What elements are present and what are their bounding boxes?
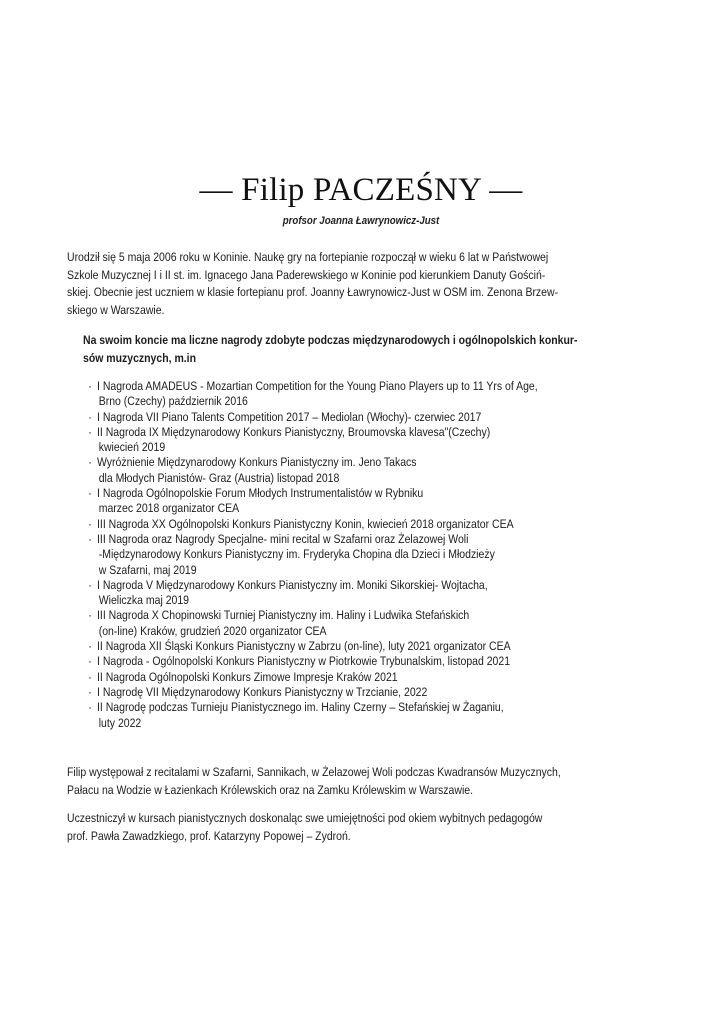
intro-line: Szkole Muzycznej I i II st. im. Ignacego Jana Paderewskiego w Koninie pod kierunkiem Danuty Gościń- [67,267,546,282]
award-line: luty 2022 [98,715,142,730]
award-line: II Nagroda IX Międzynarodowy Konkurs Pianistyczny, Broumovska klavesa"(Czechy) [97,424,491,439]
award-item [88,425,648,456]
award-line: Brno (Czechy) październik 2016 [98,394,248,409]
award-line: kwiecień 2019 [98,440,166,455]
page-subtitle: profsor Joanna Ławrynowicz-Just [282,215,440,227]
award-item [88,654,648,669]
award-item [88,455,648,486]
award-line: I Nagroda Ogólnopolskie Forum Młodych Instrumentalistów w Rybniku [97,486,424,501]
bullet-icon: · [88,684,93,699]
bullet-icon: · [88,639,93,654]
award-line: I Nagrodę VII Międzynarodowy Konkurs Pianistyczny w Trzcianie, 2022 [97,684,428,699]
award-item [88,700,648,731]
award-line: Wieliczka maj 2019 [98,593,190,608]
bullet-icon: · [88,409,93,424]
award-line: II Nagroda Ogólnopolski Konkurs Zimowe Impresje Kraków 2021 [97,669,398,684]
award-item [88,608,648,639]
paragraph-line: Pałacu na Wodzie w Łazienkach Królewskich oraz na Zamku Królewskim w Warszawie. [67,782,474,797]
bullet-icon: · [88,577,93,592]
award-item [88,379,648,410]
award-line: III Nagroda XX Ogólnopolski Konkurs Pianistyczny Konin, kwiecień 2018 organizator CEA [97,516,514,531]
award-line: III Nagroda oraz Nagrody Specjalne- mini recital w Szafarni oraz Żelazowej Woli [97,531,469,546]
awards-heading [83,332,663,367]
courses-paragraph [67,810,657,845]
award-line: I Nagroda - Ogólnopolski Konkurs Pianistyczny w Piotrkowie Trybunalskim, listopad 2021 [97,654,511,669]
awards-list [88,379,648,731]
bullet-icon: · [88,700,93,715]
award-item [88,639,648,654]
award-item [88,532,648,578]
award-item [88,670,648,685]
award-line: I Nagroda VII Piano Talents Competition 2017 – Mediolan (Włochy)- czerwiec 2017 [97,409,482,424]
award-line: III Nagroda X Chopinowski Turniej Pianistyczny im. Haliny i Ludwika Stefańskich [97,608,470,623]
page-title: — Filip PACZEŚNY — [199,172,523,208]
award-line: I Nagroda V Międzynarodowy Konkurs Pianistyczny im. Moniki Sikorskiej- Wojtacha, [97,577,488,592]
intro-paragraph [67,249,657,319]
awards-heading-line: Na swoim koncie ma liczne nagrody zdobyte podczas międzynarodowych i ogólnopolskich konkur- [83,333,578,347]
award-line: II Nagrodę podczas Turnieju Pianistycznego im. Haliny Czerny – Stefańskiej w Żaganiu, [97,700,504,715]
intro-line: skiej. Obecnie jest uczniem w klasie fortepianu prof. Joanny Ławrynowicz-Just w OSM im. Zenona Brzew- [67,285,559,299]
bullet-icon: · [88,379,93,393]
award-item [88,517,648,532]
award-line: w Szafarni, maj 2019 [98,562,197,577]
bullet-icon: · [88,654,93,669]
bullet-icon: · [88,608,93,623]
award-line: marzec 2018 organizator CEA [98,501,240,516]
intro-line: skiego w Warszawie. [67,302,165,317]
award-item [88,410,648,425]
bullet-icon: · [88,486,93,501]
paragraph-line: prof. Pawła Zawadzkiego, prof. Katarzyny Popowej – Zydroń. [67,828,351,843]
bullet-icon: · [88,669,93,684]
award-line: -Międzynarodowy Konkurs Pianistyczny im. Fryderyka Chopina dla Dzieci i Młodzieży [98,547,495,562]
performances-paragraph [67,764,657,799]
awards-heading-line: sów muzycznych, m.in [83,350,196,365]
award-item [88,578,648,609]
intro-line: Urodził się 5 maja 2006 roku w Koninie. Naukę gry na fortepianie rozpoczął w wieku 6 lat w Państwowej [67,250,549,264]
award-item [88,486,648,517]
award-line: I Nagroda AMADEUS - Mozartian Competition for the Young Piano Players up to 11 Yrs of Age, [97,379,538,393]
bullet-icon: · [88,424,93,439]
award-line: dla Młodych Pianistów- Graz (Austria) listopad 2018 [98,470,340,485]
bullet-icon: · [88,531,93,546]
bullet-icon: · [88,455,93,470]
bullet-icon: · [88,516,93,531]
award-line: II Nagroda XII Śląski Konkurs Pianistyczny w Zabrzu (on-line), luty 2021 organizator CEA [97,639,511,654]
paragraph-line: Filip występował z recitalami w Szafarni, Sannikach, w Żelazowej Woli podczas Kwadransów Muzycznych, [67,765,561,779]
paragraph-line: Uczestniczył w kursach pianistycznych doskonaląc swe umiejętności pod okiem wybitnych pedagogów [67,811,543,825]
award-line: Wyróżnienie Międzynarodowy Konkurs Pianistyczny im. Jeno Takacs [97,455,417,470]
award-item [88,685,648,700]
award-line: (on-line) Kraków, grudzień 2020 organizator CEA [98,623,327,638]
